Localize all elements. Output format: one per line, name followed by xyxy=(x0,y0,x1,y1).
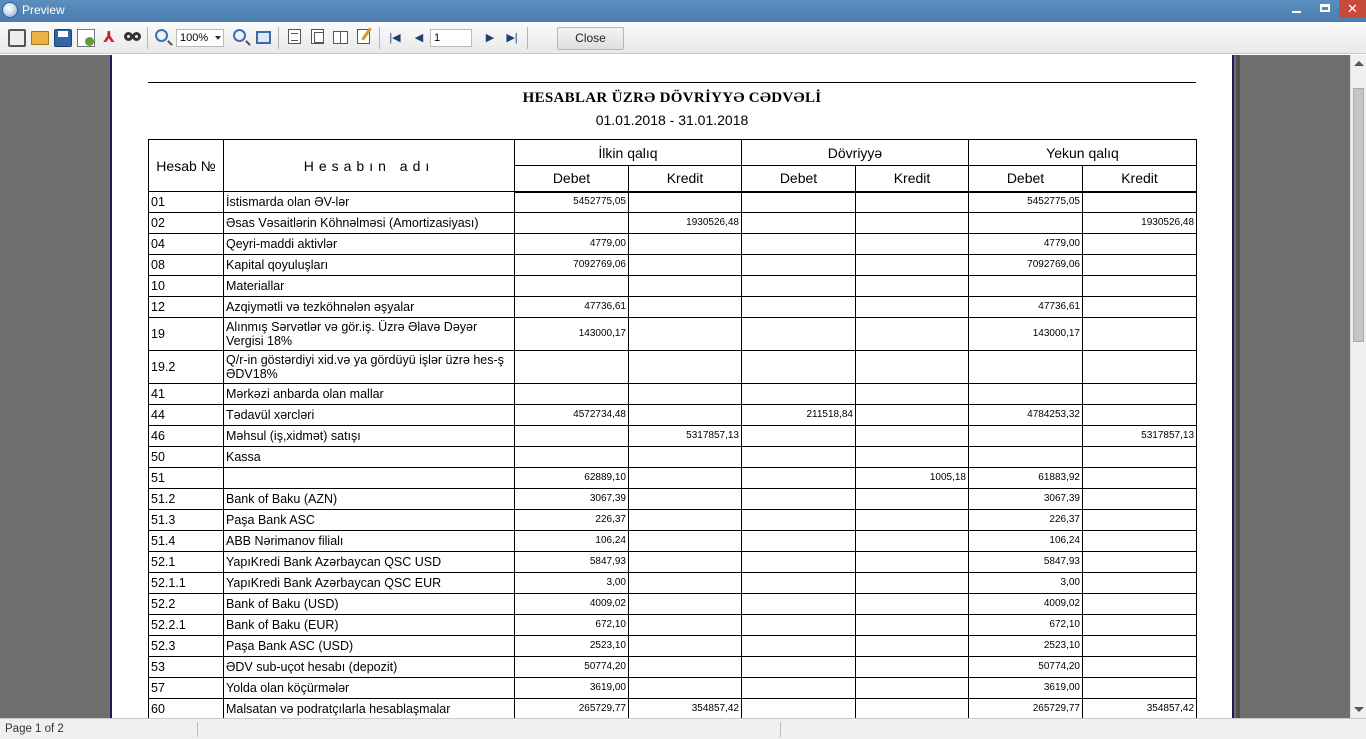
pdf-icon[interactable]: ⅄ xyxy=(103,29,115,46)
toolbar-separator xyxy=(527,27,528,49)
opening-debit: 2523,10 xyxy=(515,636,629,657)
table-row xyxy=(149,405,1197,426)
window-close-button[interactable]: ✕ xyxy=(1339,0,1366,18)
account-code: 19 xyxy=(149,318,224,351)
vertical-scrollbar[interactable] xyxy=(1350,55,1366,718)
closing-debit: 5452775,05 xyxy=(969,192,1083,213)
turnover-credit xyxy=(856,384,969,405)
zoom-in-icon[interactable] xyxy=(155,29,168,42)
window-title: Preview xyxy=(22,3,65,17)
account-name: YapıKredi Bank Azərbaycan QSC USD xyxy=(224,552,515,573)
header-account-no: Hesab № xyxy=(149,140,224,192)
table-row xyxy=(149,318,1197,351)
header-turnover-credit: Kredit xyxy=(856,166,969,192)
opening-credit xyxy=(629,552,742,573)
opening-debit: 62889,10 xyxy=(515,468,629,489)
turnover-credit xyxy=(856,489,969,510)
previous-page-icon[interactable]: ◀ xyxy=(414,32,424,44)
multi-page-icon[interactable] xyxy=(311,29,324,44)
header-closing-balance: Yekun qalıq xyxy=(969,140,1197,166)
preview-area[interactable] xyxy=(0,55,1350,718)
account-name: Kapital qoyuluşları xyxy=(224,255,515,276)
turnover-credit xyxy=(856,615,969,636)
header-account-name: Hesabın adı xyxy=(224,140,515,192)
zoom-out-icon[interactable] xyxy=(233,29,246,42)
closing-credit xyxy=(1083,510,1197,531)
turnover-credit xyxy=(856,213,969,234)
account-name: Yolda olan köçürmələr xyxy=(224,678,515,699)
table-row xyxy=(149,447,1197,468)
opening-debit xyxy=(515,426,629,447)
turnover-debit xyxy=(742,594,856,615)
page-number-input[interactable]: 1 xyxy=(430,29,472,47)
opening-credit xyxy=(629,657,742,678)
header-closing-credit: Kredit xyxy=(1083,166,1197,192)
toolbar-separator xyxy=(379,27,380,49)
closing-credit xyxy=(1083,594,1197,615)
turnover-credit xyxy=(856,699,969,719)
turnover-credit xyxy=(856,192,969,213)
closing-debit: 4779,00 xyxy=(969,234,1083,255)
opening-debit xyxy=(515,447,629,468)
account-code: 02 xyxy=(149,213,224,234)
zoom-select[interactable] xyxy=(176,29,224,47)
opening-debit: 4572734,48 xyxy=(515,405,629,426)
account-name: Bank of Baku (USD) xyxy=(224,594,515,615)
opening-credit: 5317857,13 xyxy=(629,426,742,447)
opening-credit xyxy=(629,573,742,594)
closing-debit: 143000,17 xyxy=(969,318,1083,351)
account-name: Materiallar xyxy=(224,276,515,297)
opening-debit xyxy=(515,213,629,234)
page-shadow xyxy=(1236,55,1240,718)
account-code: 19.2 xyxy=(149,351,224,384)
closing-debit: 61883,92 xyxy=(969,468,1083,489)
closing-credit: 354857,42 xyxy=(1083,699,1197,719)
turnover-credit xyxy=(856,405,969,426)
account-name: Qeyri-maddi aktivlər xyxy=(224,234,515,255)
last-page-icon[interactable]: ▶| xyxy=(506,32,518,44)
header-opening-credit: Kredit xyxy=(629,166,742,192)
maximize-icon xyxy=(1320,4,1330,12)
account-code: 12 xyxy=(149,297,224,318)
scroll-thumb[interactable] xyxy=(1353,88,1364,342)
turnover-credit xyxy=(856,510,969,531)
opening-credit xyxy=(629,405,742,426)
closing-debit: 2523,10 xyxy=(969,636,1083,657)
closing-debit: 672,10 xyxy=(969,615,1083,636)
account-code: 51 xyxy=(149,468,224,489)
turnover-credit xyxy=(856,318,969,351)
header-turnover-debit: Debet xyxy=(742,166,856,192)
closing-credit: 5317857,13 xyxy=(1083,426,1197,447)
table-row xyxy=(149,213,1197,234)
opening-credit: 1930526,48 xyxy=(629,213,742,234)
turnover-credit xyxy=(856,426,969,447)
opening-credit xyxy=(629,615,742,636)
turnover-debit xyxy=(742,573,856,594)
turnover-debit xyxy=(742,531,856,552)
table-row xyxy=(149,426,1197,447)
table-row xyxy=(149,276,1197,297)
closing-credit xyxy=(1083,405,1197,426)
table-row xyxy=(149,234,1197,255)
turnover-credit xyxy=(856,255,969,276)
turnover-debit xyxy=(742,447,856,468)
turnover-debit xyxy=(742,351,856,384)
opening-credit xyxy=(629,192,742,213)
table-row xyxy=(149,489,1197,510)
account-name: Azqiymətli və tezköhnələn əşyalar xyxy=(224,297,515,318)
turnover-credit xyxy=(856,657,969,678)
closing-debit: 50774,20 xyxy=(969,657,1083,678)
turnover-credit xyxy=(856,678,969,699)
export-icon[interactable] xyxy=(77,29,95,47)
turnover-debit xyxy=(742,297,856,318)
book-icon[interactable] xyxy=(333,31,348,44)
status-divider xyxy=(197,722,198,737)
account-name: ƏDV sub-uçot hesabı (depozit) xyxy=(224,657,515,678)
account-code: 53 xyxy=(149,657,224,678)
turnover-debit xyxy=(742,678,856,699)
table-row xyxy=(149,615,1197,636)
opening-credit xyxy=(629,489,742,510)
account-name: Məhsul (iş,xidmət) satışı xyxy=(224,426,515,447)
opening-debit: 226,37 xyxy=(515,510,629,531)
table-row xyxy=(149,351,1197,384)
opening-credit xyxy=(629,234,742,255)
opening-debit: 3,00 xyxy=(515,573,629,594)
turnover-credit xyxy=(856,552,969,573)
closing-credit xyxy=(1083,384,1197,405)
opening-credit: 354857,42 xyxy=(629,699,742,719)
closing-debit: 265729,77 xyxy=(969,699,1083,719)
closing-credit xyxy=(1083,552,1197,573)
account-name: Paşa Bank ASC xyxy=(224,510,515,531)
closing-credit xyxy=(1083,489,1197,510)
closing-credit: 1930526,48 xyxy=(1083,213,1197,234)
opening-credit xyxy=(629,276,742,297)
account-code: 10 xyxy=(149,276,224,297)
app-icon xyxy=(2,2,18,18)
opening-debit: 7092769,06 xyxy=(515,255,629,276)
opening-credit xyxy=(629,531,742,552)
account-code: 52.1 xyxy=(149,552,224,573)
closing-credit xyxy=(1083,615,1197,636)
closing-credit xyxy=(1083,573,1197,594)
closing-debit: 226,37 xyxy=(969,510,1083,531)
opening-credit xyxy=(629,636,742,657)
closing-credit xyxy=(1083,276,1197,297)
closing-credit xyxy=(1083,678,1197,699)
report-period: 01.01.2018 - 31.01.2018 xyxy=(595,112,749,128)
opening-credit xyxy=(629,468,742,489)
closing-debit: 106,24 xyxy=(969,531,1083,552)
opening-debit: 672,10 xyxy=(515,615,629,636)
save-icon[interactable] xyxy=(54,29,72,47)
toolbar-separator xyxy=(147,27,148,49)
maximize-button[interactable] xyxy=(1311,0,1338,18)
account-name: YapıKredi Bank Azərbaycan QSC EUR xyxy=(224,573,515,594)
table-row xyxy=(149,192,1197,213)
opening-debit: 4009,02 xyxy=(515,594,629,615)
turnover-credit xyxy=(856,297,969,318)
find-icon-lens xyxy=(132,32,141,41)
status-divider xyxy=(780,722,781,737)
table-row xyxy=(149,531,1197,552)
table-row xyxy=(149,678,1197,699)
turnover-debit xyxy=(742,615,856,636)
table-row xyxy=(149,636,1197,657)
table-row xyxy=(149,657,1197,678)
closing-debit xyxy=(969,351,1083,384)
opening-credit xyxy=(629,297,742,318)
table-body xyxy=(149,192,1197,719)
table-row xyxy=(149,699,1197,719)
account-code: 52.2 xyxy=(149,594,224,615)
turnover-debit xyxy=(742,255,856,276)
scroll-down-icon[interactable] xyxy=(1354,707,1364,712)
turnover-table xyxy=(148,139,1197,718)
open-folder-icon[interactable] xyxy=(31,31,49,45)
zoom-value: 100% xyxy=(180,32,209,44)
opening-debit: 4779,00 xyxy=(515,234,629,255)
turnover-credit xyxy=(856,447,969,468)
opening-debit: 5452775,05 xyxy=(515,192,629,213)
closing-credit xyxy=(1083,351,1197,384)
opening-debit xyxy=(515,276,629,297)
opening-debit: 5847,93 xyxy=(515,552,629,573)
opening-debit: 47736,61 xyxy=(515,297,629,318)
account-code: 51.2 xyxy=(149,489,224,510)
header-closing-debit: Debet xyxy=(969,166,1083,192)
closing-credit xyxy=(1083,657,1197,678)
turnover-debit xyxy=(742,699,856,719)
opening-credit xyxy=(629,447,742,468)
status-bar xyxy=(0,718,1366,739)
table-row xyxy=(149,297,1197,318)
account-name: Alınmış Sərvətlər və gör.iş. Üzrə Əlavə Dəyər Vergisi 18% xyxy=(224,318,515,351)
opening-debit: 265729,77 xyxy=(515,699,629,719)
chevron-down-icon xyxy=(215,36,221,40)
closing-credit xyxy=(1083,318,1197,351)
opening-credit xyxy=(629,594,742,615)
turnover-credit xyxy=(856,594,969,615)
closing-debit xyxy=(969,426,1083,447)
account-name: Malsatan və podratçılarla hesablaşmalar xyxy=(224,699,515,719)
minimize-button[interactable] xyxy=(1283,0,1310,18)
opening-credit xyxy=(629,318,742,351)
report-title: HESABLAR ÜZRƏ DÖVRİYYƏ CƏDVƏLİ xyxy=(522,90,822,106)
account-code: 57 xyxy=(149,678,224,699)
account-name: Kassa xyxy=(224,447,515,468)
account-code: 04 xyxy=(149,234,224,255)
account-code: 52.1.1 xyxy=(149,573,224,594)
opening-debit: 106,24 xyxy=(515,531,629,552)
turnover-debit xyxy=(742,657,856,678)
account-code: 41 xyxy=(149,384,224,405)
turnover-credit xyxy=(856,351,969,384)
closing-debit: 4784253,32 xyxy=(969,405,1083,426)
opening-credit xyxy=(629,510,742,531)
table-row xyxy=(149,552,1197,573)
account-code: 51.4 xyxy=(149,531,224,552)
account-name: Bank of Baku (AZN) xyxy=(224,489,515,510)
closing-credit xyxy=(1083,255,1197,276)
closing-debit xyxy=(969,276,1083,297)
turnover-debit xyxy=(742,552,856,573)
turnover-debit xyxy=(742,318,856,351)
account-name: İstismarda olan ƏV-lər xyxy=(224,192,515,213)
opening-credit xyxy=(629,678,742,699)
turnover-credit xyxy=(856,234,969,255)
page-count: Page 1 of 2 xyxy=(5,723,64,735)
account-code: 52.2.1 xyxy=(149,615,224,636)
table-row xyxy=(149,573,1197,594)
opening-debit xyxy=(515,351,629,384)
account-code: 44 xyxy=(149,405,224,426)
printer-icon[interactable] xyxy=(8,29,26,47)
closing-debit: 3619,00 xyxy=(969,678,1083,699)
scroll-up-icon[interactable] xyxy=(1354,61,1364,66)
account-name: Əsas Vəsaitlərin Köhnəlməsi (Amortizasiyası) xyxy=(224,213,515,234)
turnover-debit xyxy=(742,276,856,297)
turnover-debit xyxy=(742,636,856,657)
account-name: Q/r-in göstərdiyi xid.və ya gördüyü işlər üzrə hes-ş ƏDV18% xyxy=(224,351,515,384)
header-turnover: Dövriyyə xyxy=(742,140,969,166)
closing-credit xyxy=(1083,531,1197,552)
single-page-icon[interactable] xyxy=(288,29,301,44)
opening-credit xyxy=(629,255,742,276)
turnover-debit xyxy=(742,192,856,213)
closing-credit xyxy=(1083,297,1197,318)
turnover-debit xyxy=(742,489,856,510)
closing-debit: 47736,61 xyxy=(969,297,1083,318)
turnover-debit xyxy=(742,234,856,255)
account-code: 60 xyxy=(149,699,224,719)
closing-debit xyxy=(969,384,1083,405)
opening-debit: 143000,17 xyxy=(515,318,629,351)
closing-debit: 3067,39 xyxy=(969,489,1083,510)
table-row xyxy=(149,594,1197,615)
table-row xyxy=(149,255,1197,276)
first-page-icon[interactable]: |◀ xyxy=(389,32,401,44)
account-code: 01 xyxy=(149,192,224,213)
header-opening-debit: Debet xyxy=(515,166,629,192)
closing-credit xyxy=(1083,636,1197,657)
account-name xyxy=(224,468,515,489)
account-name: Paşa Bank ASC (USD) xyxy=(224,636,515,657)
closing-credit xyxy=(1083,192,1197,213)
closing-credit xyxy=(1083,468,1197,489)
report-page xyxy=(110,55,1234,718)
turnover-debit xyxy=(742,468,856,489)
opening-debit xyxy=(515,384,629,405)
closing-debit xyxy=(969,213,1083,234)
closing-debit: 5847,93 xyxy=(969,552,1083,573)
turnover-credit xyxy=(856,531,969,552)
account-name: Tədavül xərcləri xyxy=(224,405,515,426)
fit-page-icon[interactable] xyxy=(256,31,271,44)
opening-debit: 50774,20 xyxy=(515,657,629,678)
account-name: Mərkəzi anbarda olan mallar xyxy=(224,384,515,405)
turnover-debit xyxy=(742,426,856,447)
account-name: Bank of Baku (EUR) xyxy=(224,615,515,636)
closing-debit: 3,00 xyxy=(969,573,1083,594)
opening-debit: 3619,00 xyxy=(515,678,629,699)
header-opening-balance: İlkin qalıq xyxy=(515,140,742,166)
edit-icon[interactable] xyxy=(357,29,370,44)
turnover-debit xyxy=(742,510,856,531)
turnover-credit xyxy=(856,636,969,657)
opening-credit xyxy=(629,351,742,384)
turnover-debit: 211518,84 xyxy=(742,405,856,426)
closing-debit: 4009,02 xyxy=(969,594,1083,615)
closing-credit xyxy=(1083,234,1197,255)
account-code: 46 xyxy=(149,426,224,447)
turnover-credit xyxy=(856,573,969,594)
account-code: 08 xyxy=(149,255,224,276)
closing-credit xyxy=(1083,447,1197,468)
account-name: ABB Nərimanov filialı xyxy=(224,531,515,552)
table-row xyxy=(149,468,1197,489)
toolbar-separator xyxy=(278,27,279,49)
turnover-credit: 1005,18 xyxy=(856,468,969,489)
table-row xyxy=(149,510,1197,531)
title-bar xyxy=(0,0,1366,22)
report-top-rule xyxy=(148,82,1196,83)
closing-debit: 7092769,06 xyxy=(969,255,1083,276)
turnover-debit xyxy=(742,384,856,405)
turnover-debit xyxy=(742,213,856,234)
next-page-icon[interactable]: ▶ xyxy=(485,32,495,44)
opening-debit: 3067,39 xyxy=(515,489,629,510)
account-code: 51.3 xyxy=(149,510,224,531)
opening-credit xyxy=(629,384,742,405)
account-code: 52.3 xyxy=(149,636,224,657)
closing-debit xyxy=(969,447,1083,468)
turnover-credit xyxy=(856,276,969,297)
close-button[interactable]: Close xyxy=(557,27,624,50)
account-code: 50 xyxy=(149,447,224,468)
minimize-icon xyxy=(1292,11,1301,13)
table-row xyxy=(149,384,1197,405)
